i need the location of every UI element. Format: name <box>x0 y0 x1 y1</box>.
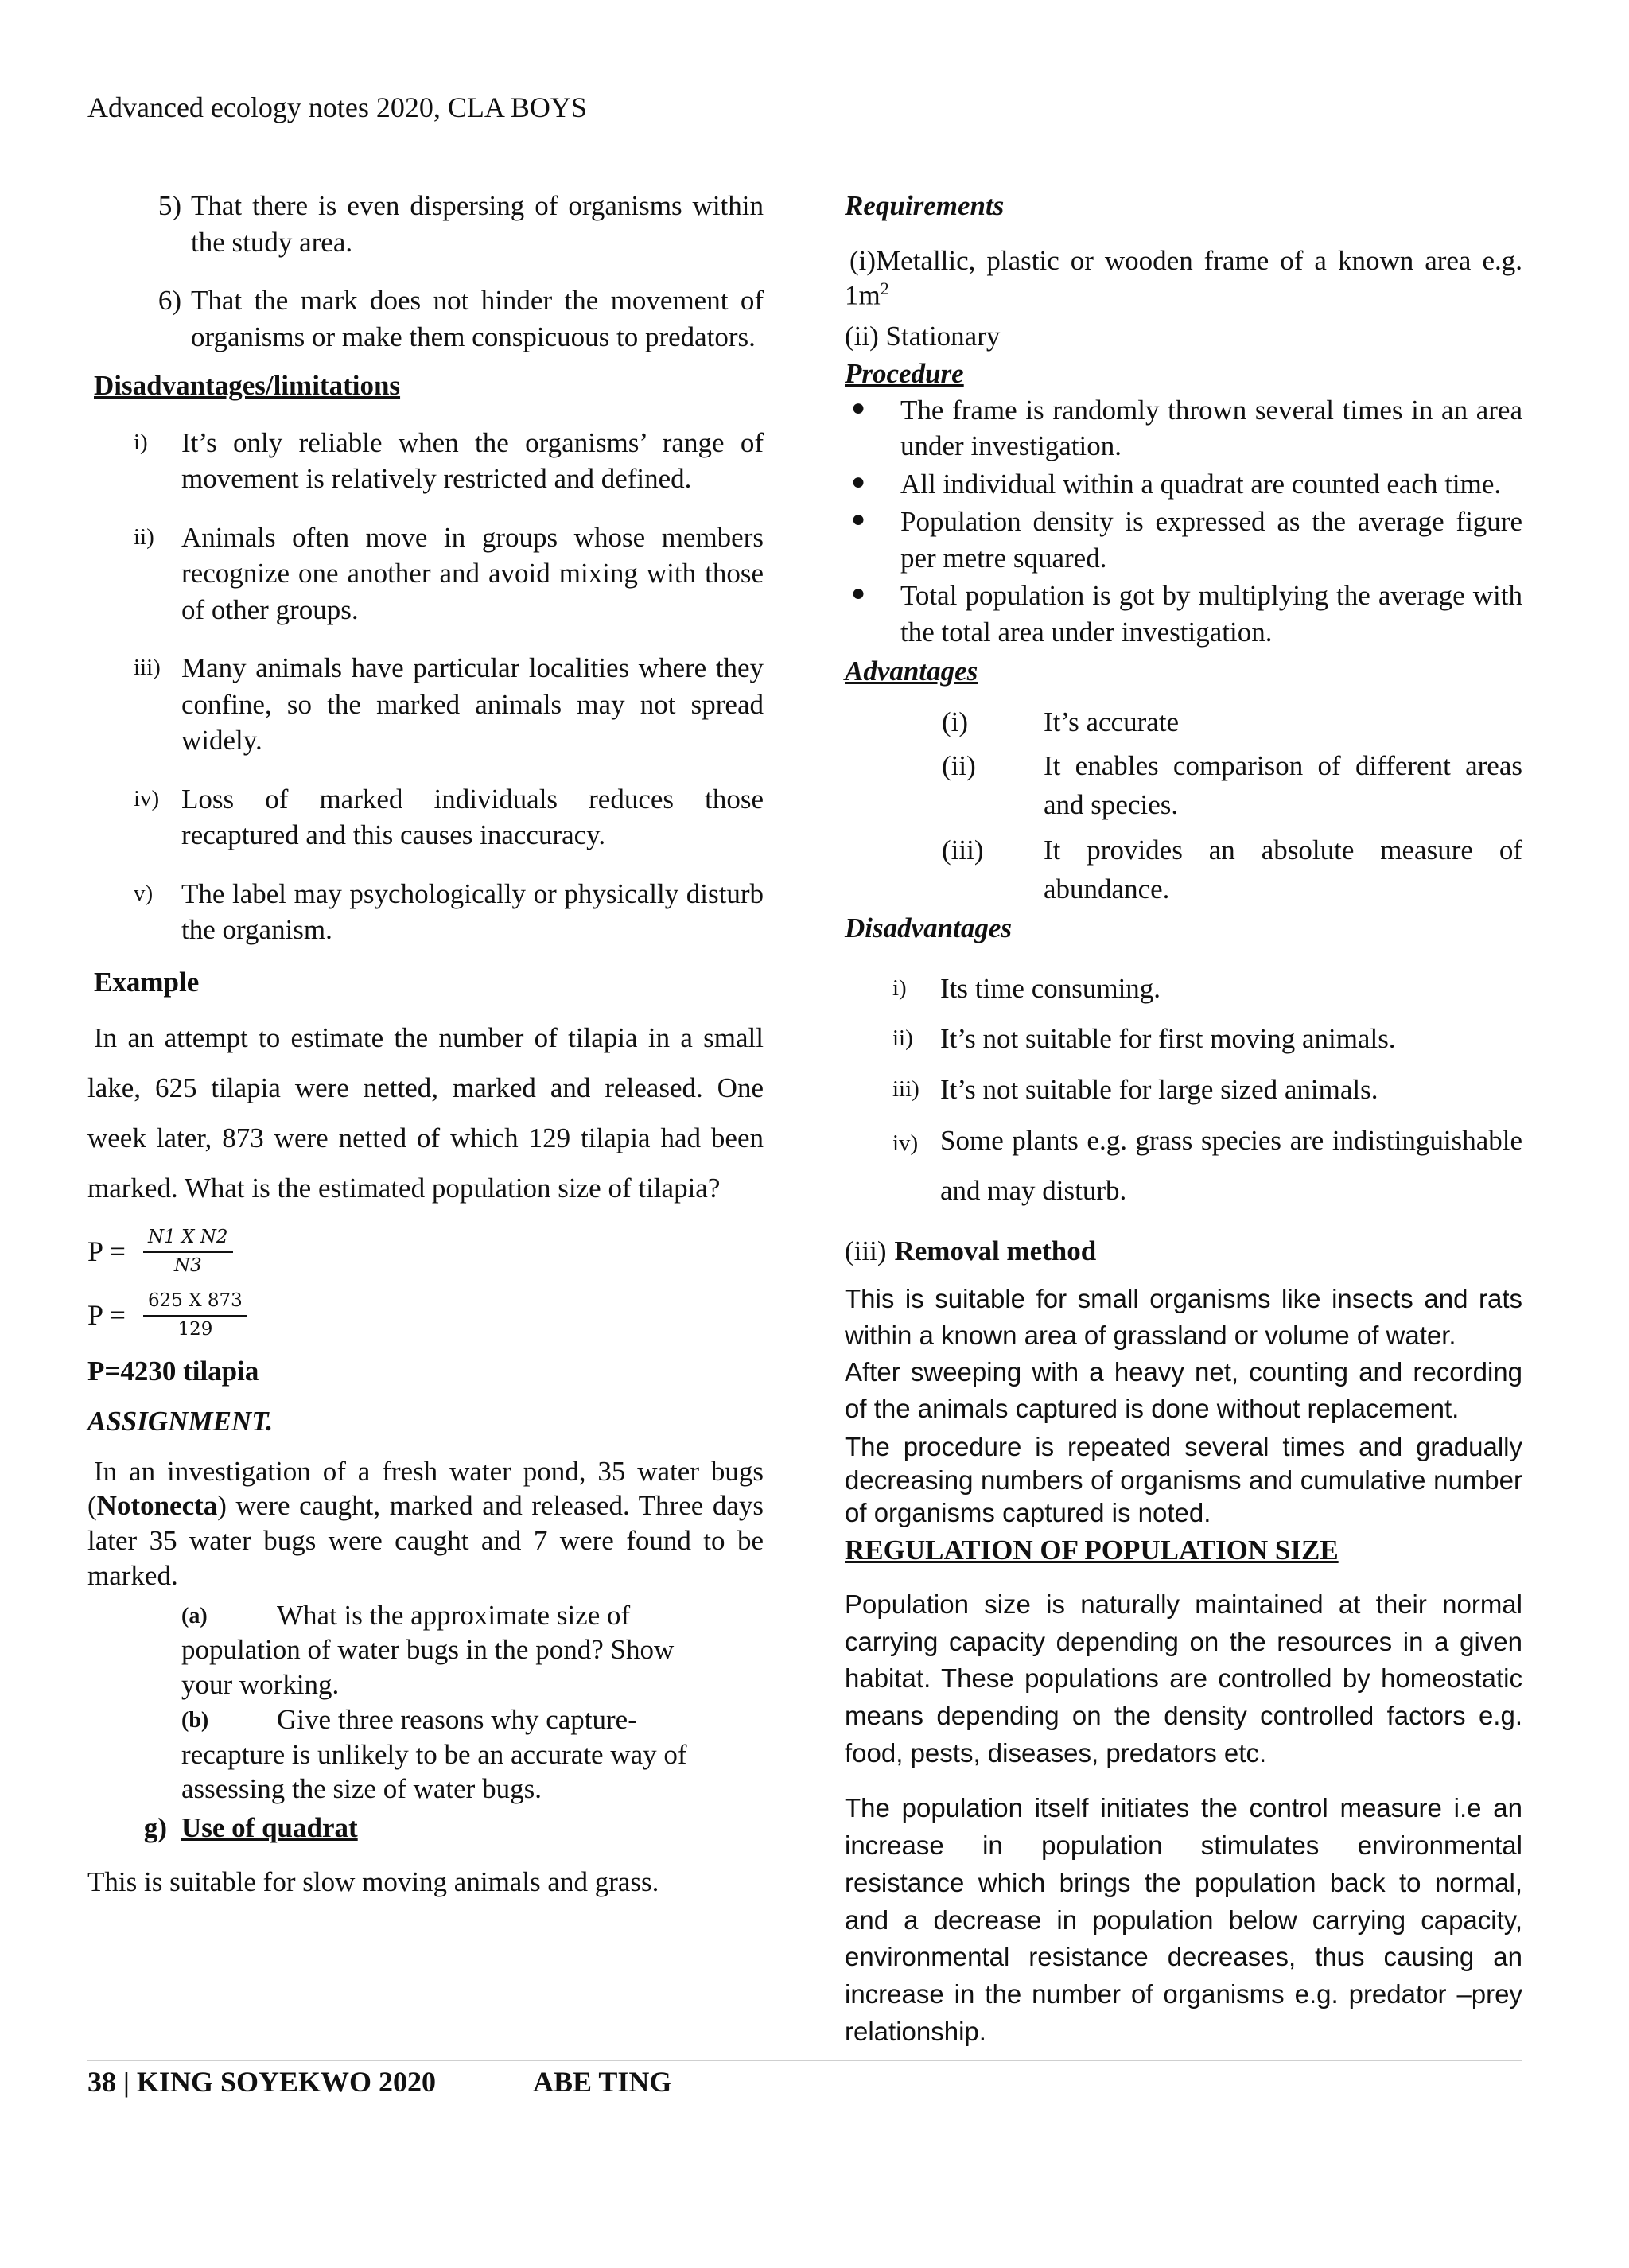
list-text: All individual within a quadrat are counted each time. <box>900 468 1502 500</box>
assignment-text-end: ) were caught, marked and released. Three days later 35 water bugs were caught and 7 were found to be marked. <box>87 1490 764 1591</box>
list-marker: iv) <box>134 785 160 811</box>
formula-lhs: P = <box>87 1235 126 1268</box>
requirements-heading: Requirements <box>845 190 1005 221</box>
paragraph: The procedure is repeated several times and gradually decreasing numbers of organisms and cumulative number of organisms captured is noted. <box>845 1432 1522 1527</box>
list-text: Many animals have particular localities where they confine, so the marked animals may not spread widely. <box>181 652 764 756</box>
list-text: That there is even dispersing of organisms within the study area. <box>191 190 764 258</box>
list-text: Its time consuming. <box>940 972 1161 1004</box>
list-marker: (i) <box>942 706 969 737</box>
advantages-heading: Advantages <box>845 656 978 687</box>
bullet-icon: ● <box>851 506 866 533</box>
list-item <box>845 704 1522 741</box>
section-marker: (iii) <box>845 1235 887 1267</box>
list-marker: iii) <box>892 1076 919 1102</box>
list-marker: ii) <box>892 1025 913 1052</box>
list-text: That the mark does not hinder the movement of organisms or make them conspicuous to predators. <box>191 285 764 352</box>
list-text: Total population is got by multiplying the average with the total area under investigation. <box>900 580 1522 648</box>
question-item <box>181 1702 764 1807</box>
list-text: Loss of marked individuals reduces those recaptured and this causes inaccuracy. <box>181 783 764 850</box>
page-header: Advanced ecology notes 2020, CLA BOYS <box>87 91 587 123</box>
list-marker: v) <box>134 880 154 906</box>
disadvantages-heading: Disadvantages <box>845 912 1012 944</box>
example-text: In an attempt to estimate the number of tilapia in a small lake, 625 tilapia were netted, marked and released. One week later, 873 were netted of which 129 tilapia had been marked. What is the estimated population size of tilapia? <box>87 1022 764 1204</box>
assignment-text <box>87 1454 764 1593</box>
list-text: It’s not suitable for first moving animals. <box>940 1023 1396 1055</box>
example-heading: Example <box>94 966 200 998</box>
removal-heading <box>845 1233 1522 1270</box>
list-text: It enables comparison of different areas and species. <box>1044 750 1522 821</box>
paragraph: This is suitable for small organisms like insects and rats within a known area of grassland or volume of water. <box>845 1283 1522 1350</box>
list-text: It’s not suitable for large sized animals. <box>940 1073 1378 1105</box>
section-marker: g) <box>143 1812 167 1844</box>
requirement-item <box>845 243 1522 313</box>
list-item <box>845 504 1522 576</box>
question-text-cont: population of water bugs in the pond? Show your working. <box>181 1634 675 1701</box>
bullet-icon: ● <box>851 468 866 495</box>
fraction-numerator: N1 X N2 <box>143 1226 233 1253</box>
list-text: Animals often move in groups whose members recognize one another and avoid mixing with those of other groups. <box>181 521 764 625</box>
fraction <box>143 1290 247 1342</box>
list-text: Some plants e.g. grass species are indistinguishable and may disturb. <box>940 1125 1522 1207</box>
bullet-icon: ● <box>851 394 866 421</box>
list-item <box>845 971 1522 1007</box>
list-marker: ii) <box>134 523 154 550</box>
question-marker: (b) <box>181 1707 209 1733</box>
list-text: It provides an absolute measure of abundance. <box>1044 834 1522 905</box>
right-column <box>845 188 1522 2051</box>
list-marker: (ii) <box>942 750 976 782</box>
list-item <box>845 392 1522 465</box>
list-marker: 6) <box>157 285 181 316</box>
procedure-heading: Procedure <box>845 358 964 390</box>
result-text: P=4230 tilapia <box>87 1355 259 1387</box>
assignment-text-start: In an investigation of a fresh water pond, 35 water bugs ( <box>87 1455 764 1522</box>
fraction <box>143 1226 233 1278</box>
requirement-item: (ii) Stationary <box>845 320 1001 352</box>
footer-page-info: 38 | KING SOYEKWO 2020 <box>87 2066 436 2098</box>
question-item <box>181 1598 764 1702</box>
question-text-cont: recapture is unlikely to be an accurate way of assessing the size of water bugs. <box>181 1738 687 1805</box>
formula <box>87 1226 764 1278</box>
list-item <box>87 282 764 355</box>
assignment-heading: ASSIGNMENT. <box>87 1406 274 1437</box>
list-item <box>845 1021 1522 1057</box>
section-title: Use of quadrat <box>181 1812 358 1844</box>
list-marker: iii) <box>134 655 161 680</box>
list-item <box>87 781 764 854</box>
formula-lhs: P = <box>87 1299 126 1332</box>
list-item <box>845 466 1522 503</box>
section-g-heading <box>87 1810 764 1846</box>
list-marker: i) <box>892 975 907 1001</box>
bullet-icon: ● <box>851 580 866 607</box>
requirement-text: (i)Metallic, plastic or wooden frame of a known area e.g. 1m <box>845 244 1522 311</box>
page-footer <box>87 2064 671 2101</box>
list-text: The frame is randomly thrown several times in an area under investigation. <box>900 394 1522 462</box>
regulation-heading: REGULATION OF POPULATION SIZE <box>845 1535 1339 1566</box>
list-item <box>845 831 1522 908</box>
footer-divider <box>87 2060 1522 2061</box>
list-item <box>845 1115 1522 1216</box>
formula <box>87 1290 764 1342</box>
question-text: What is the approximate size of <box>277 1599 631 1631</box>
list-text: It’s only reliable when the organisms’ range of movement is relatively restricted and defined. <box>181 426 764 494</box>
list-item <box>845 746 1522 824</box>
fraction-denominator: 129 <box>177 1318 213 1340</box>
paragraph: The population itself initiates the control measure i.e an increase in population stimulates environmental resistance which brings the population back to normal, and a decrease in population below carrying capacity, environmental resistance decreases, thus causing an increase in the number of organisms e.g. predator –prey relationship. <box>845 1792 1522 2047</box>
fraction-numerator: 625 X 873 <box>143 1290 247 1317</box>
list-text: Population density is expressed as the average figure per metre squared. <box>900 506 1522 574</box>
list-item <box>87 188 764 260</box>
section-title: Removal method <box>894 1235 1097 1267</box>
list-item <box>87 876 764 948</box>
list-marker: (iii) <box>942 834 984 866</box>
paragraph: Population size is naturally maintained at their normal carrying capacity depending on the resources in a given habitat. These populations are controlled by homeostatic means depending on the density controlled factors e.g. food, pests, diseases, predators etc. <box>845 1589 1522 1768</box>
footer-author: ABE TING <box>532 2066 672 2098</box>
list-marker: i) <box>134 429 148 455</box>
list-marker: iv) <box>892 1130 919 1157</box>
question-marker: (a) <box>181 1603 208 1628</box>
list-item <box>87 425 764 497</box>
left-column <box>87 188 764 1900</box>
list-item <box>87 650 764 759</box>
question-text: Give three reasons why capture- <box>277 1703 637 1735</box>
section-heading: Disadvantages/limitations <box>94 370 401 401</box>
list-item <box>845 1072 1522 1108</box>
section-g-text: This is suitable for slow moving animals and grass. <box>87 1865 659 1897</box>
list-text: The label may psychologically or physically disturb the organism. <box>181 877 764 945</box>
species-name: Notonecta <box>96 1490 218 1522</box>
superscript: 2 <box>880 278 889 299</box>
list-item <box>845 578 1522 650</box>
list-item <box>87 519 764 628</box>
paragraph: After sweeping with a heavy net, counting and recording of the animals captured is done without replacement. <box>845 1357 1522 1424</box>
list-text: It’s accurate <box>1044 706 1180 737</box>
list-marker: 5) <box>157 190 181 221</box>
fraction-denominator: N3 <box>173 1255 202 1276</box>
